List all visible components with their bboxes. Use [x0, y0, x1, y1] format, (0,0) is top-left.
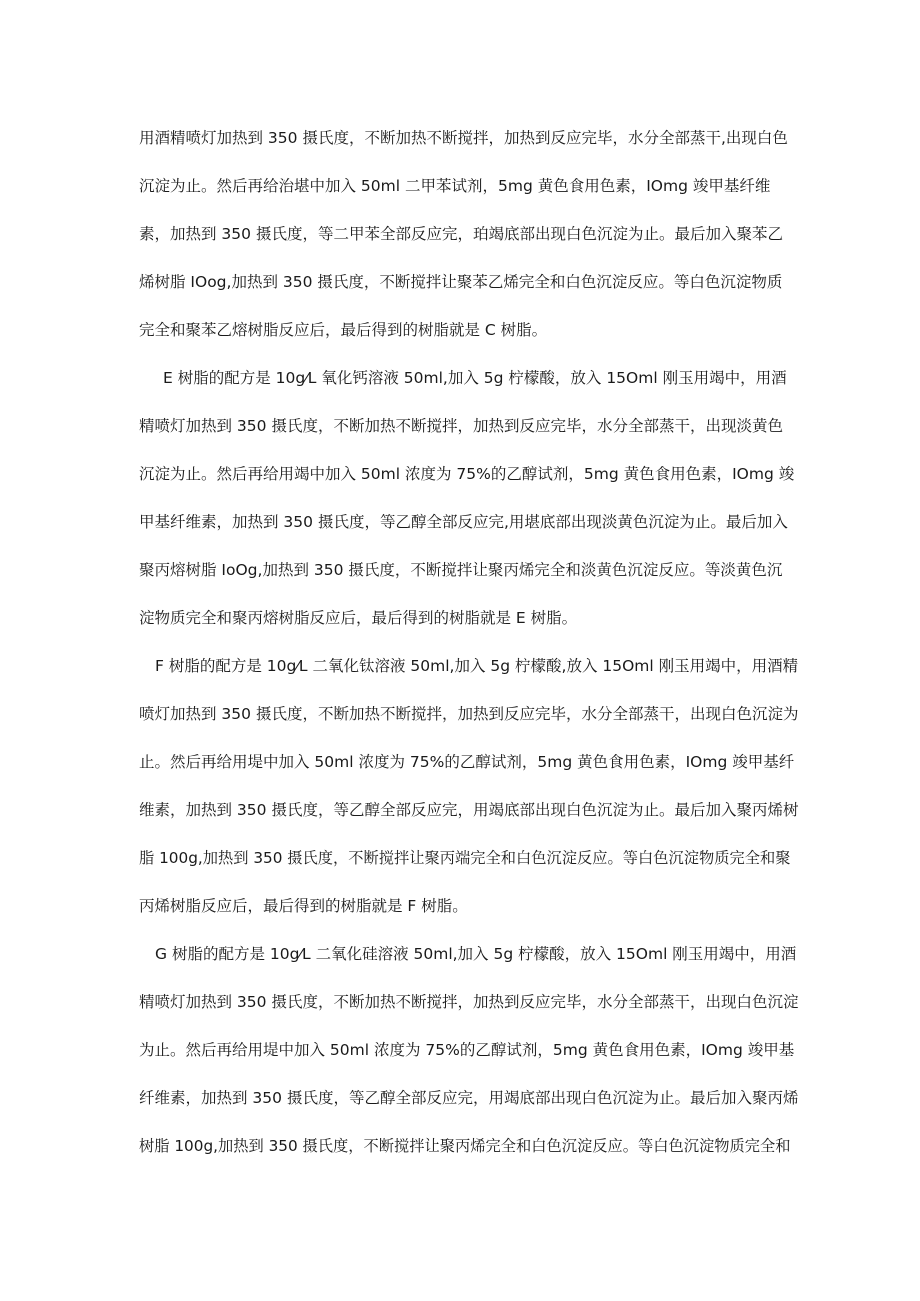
p2-line-4: 甲基纤维素，加热到 350 摄氏度，等乙醇全部反应完,用堪底部出现淡黄色沉淀为止。最后加入	[139, 513, 788, 531]
p1-line-1: 用酒精喷灯加热到 350 摄氏度，不断加热不断搅拌，加热到反应完毕，水分全部蒸干,出现白色	[139, 129, 788, 147]
p2-line-6: 淀物质完全和聚丙熔树脂反应后，最后得到的树脂就是 E 树脂。	[139, 609, 578, 627]
p3-line-3: 止。然后再给用堤中加入 50ml 浓度为 75%的乙醇试剂，5mg 黄色食用色素，IOmg 竣甲基纤	[139, 753, 795, 771]
p2-line-3: 沉淀为止。然后再给用竭中加入 50ml 浓度为 75%的乙醇试剂，5mg 黄色食用色素，IOmg 竣	[139, 465, 795, 483]
p4-line-2: 精喷灯加热到 350 摄氏度，不断加热不断搅拌，加热到反应完毕，水分全部蒸干，出现白色沉淀	[139, 993, 799, 1011]
p2-line-2: 精喷灯加热到 350 摄氏度，不断加热不断搅拌，加热到反应完毕，水分全部蒸干，出现淡黄色	[139, 417, 783, 435]
p2-line-5: 聚丙熔树脂 IoOg,加热到 350 摄氏度，不断搅拌让聚丙烯完全和淡黄色沉淀反应。等淡黄色沉	[139, 561, 783, 579]
p1-line-2: 沉淀为止。然后再给治堪中加入 50ml 二甲苯试剂，5mg 黄色食用色素，IOmg 竣甲基纤维	[139, 177, 771, 195]
p1-line-4: 烯树脂 IOog,加热到 350 摄氏度，不断搅拌让聚苯乙烯完全和白色沉淀反应。等白色沉淀物质	[139, 273, 783, 291]
p4-line-3: 为止。然后再给用堤中加入 50ml 浓度为 75%的乙醇试剂，5mg 黄色食用色素，IOmg 竣甲基	[139, 1041, 795, 1059]
p4-line-5: 树脂 100g,加热到 350 摄氏度，不断搅拌让聚丙烯完全和白色沉淀反应。等白色沉淀物质完全和	[139, 1137, 791, 1155]
p1-line-3: 素，加热到 350 摄氏度，等二甲苯全部反应完，珀竭底部出现白色沉淀为止。最后加入聚苯乙	[139, 225, 783, 243]
p2-line-1: E 树脂的配方是 10g⁄L 氧化钙溶液 50ml,加入 5g 柠檬酸，放入 15Oml 刚玉用竭中，用酒	[163, 369, 787, 387]
p3-line-6: 丙烯树脂反应后，最后得到的树脂就是 F 树脂。	[139, 897, 468, 915]
p4-line-4: 纤维素，加热到 350 摄氏度，等乙醇全部反应完，用竭底部出现白色沉淀为止。最后加入聚丙烯	[139, 1089, 799, 1107]
p3-line-1: F 树脂的配方是 10g⁄L 二氧化钛溶液 50ml,加入 5g 柠檬酸,放入 15Oml 刚玉用竭中，用酒精	[155, 657, 799, 675]
p3-line-5: 脂 100g,加热到 350 摄氏度，不断搅拌让聚丙端完全和白色沉淀反应。等白色沉淀物质完全和聚	[139, 849, 791, 867]
p3-line-4: 维素，加热到 350 摄氏度，等乙醇全部反应完，用竭底部出现白色沉淀为止。最后加入聚丙烯树	[139, 801, 799, 819]
p4-line-1: G 树脂的配方是 10g⁄L 二氧化硅溶液 50ml,加入 5g 柠檬酸，放入 15Oml 刚玉用竭中，用酒	[155, 945, 797, 963]
p1-line-5: 完全和聚苯乙熔树脂反应后，最后得到的树脂就是 C 树脂。	[139, 321, 548, 339]
p3-line-2: 喷灯加热到 350 摄氏度，不断加热不断搅拌，加热到反应完毕，水分全部蒸干，出现白色沉淀为	[139, 705, 799, 723]
